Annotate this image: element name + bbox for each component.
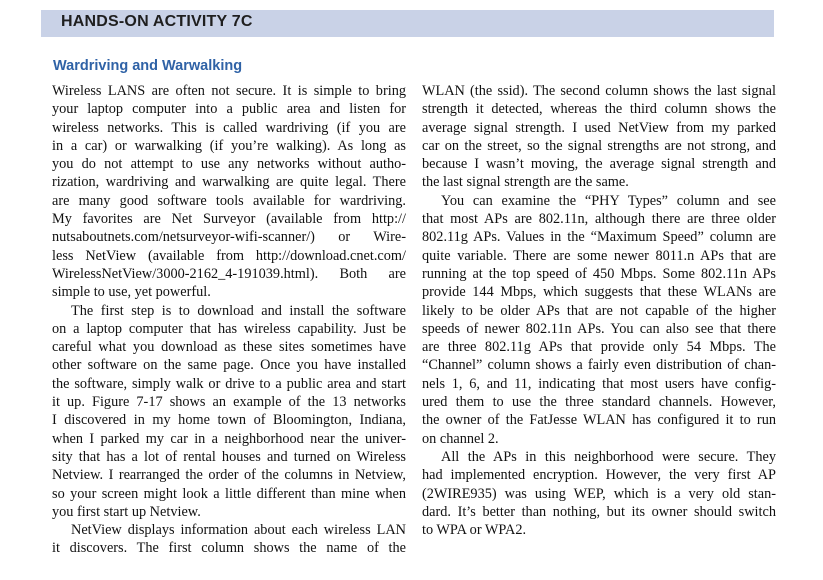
text-line: strength it detected, whereas the third column shows the xyxy=(422,101,776,118)
text-line: wireless networks. This is called wardriving (if you are xyxy=(52,119,406,136)
text-line: that most APs are 802.11n, although there are three older xyxy=(422,211,776,228)
text-line: careful what you download as these sites sometimes have xyxy=(52,339,406,356)
text-line: on channel 2. xyxy=(422,430,499,447)
text-line: dard. It’s better than nothing, but its owner should switch xyxy=(422,503,776,520)
text-line: nutsaboutnets.com/netsurveyor-wifi-scanner/) or Wire- xyxy=(52,229,406,246)
text-line: sity that has a lot of rental houses and turned on Wireless xyxy=(52,448,406,465)
text-line: likely to be older APs that are not capable of the higher xyxy=(422,302,776,319)
text-line: so your screen might look a little different than mine when xyxy=(52,485,406,502)
text-line: other software on the same page. Once you have installed xyxy=(52,357,406,374)
text-line: it discovers. The first column shows the name of the xyxy=(52,540,406,557)
text-line: WLAN (the ssid). The second column shows the last signal xyxy=(422,83,776,99)
text-line: car on the street, so the signal strengths are not strong, and xyxy=(422,137,776,154)
text-line: average signal strength. I used NetView from my parked xyxy=(422,119,776,136)
text-line: quite variable. There are some newer 8011.n APs that are xyxy=(422,247,776,264)
text-line: simple to use, yet powerful. xyxy=(52,284,211,301)
text-line: provide 144 Mbps, which suggests that these WLANs are xyxy=(422,284,776,301)
text-line: ured them to use the three standard channels. However, xyxy=(422,394,776,411)
text-line: you do not attempt to use any networks without autho- xyxy=(52,156,406,173)
text-line: WirelessNetView/3000-2162_4-191039.html). Both are xyxy=(52,265,406,282)
text-line: (2WIRE935) was using WEP, which is a very old stan- xyxy=(422,485,776,502)
text-line: 802.11g APs. Values in the “Maximum Speed” column are xyxy=(422,229,776,246)
text-line: rization, wardriving and warwalking are quite legal. There xyxy=(52,174,406,191)
text-line: All the APs in this neighborhood were secure. They xyxy=(441,448,776,465)
right-text-column xyxy=(422,82,776,539)
text-line: nels 1, 6, and 11, indicating that most users have config- xyxy=(422,375,776,392)
text-line: it up. Figure 7-17 shows an example of the 13 networks xyxy=(52,394,406,411)
text-line: are three 802.11g APs that provide only 54 Mbps. The xyxy=(422,339,776,356)
text-line: speeds of newer 802.11n APs. You can also see that there xyxy=(422,320,776,337)
text-line: Netview. I rearranged the order of the columns in Netview, xyxy=(52,467,406,484)
left-text-column xyxy=(52,82,406,558)
text-line: “Channel” column shows a fairly even distribution of chan- xyxy=(422,357,776,374)
text-line: less NetView (available from http://download.cnet.com/ xyxy=(52,247,406,264)
section-title: Wardriving and Warwalking xyxy=(53,58,243,74)
text-line: You can examine the “PHY Types” column and see xyxy=(441,192,776,209)
text-line: are many good software tools available for wardriving. xyxy=(52,192,406,209)
text-line: The first step is to download and install the software xyxy=(71,302,406,319)
text-line: running at the top speed of 450 Mbps. Some 802.11n APs xyxy=(422,265,776,282)
text-line: Wireless LANS are often not secure. It is simple to bring xyxy=(52,83,406,99)
activity-title: HANDS-ON ACTIVITY 7C xyxy=(61,13,253,30)
text-line: I discovered in my home town of Bloomington, Indiana, xyxy=(52,412,406,429)
text-line: NetView displays information about each wireless LAN xyxy=(71,522,406,539)
text-line: your laptop computer into a public area and listen for xyxy=(52,101,406,118)
text-line: you first start up Netview. xyxy=(52,503,201,520)
text-line: to WPA or WPA2. xyxy=(422,522,527,539)
text-line: My favorites are Net Surveyor (available from http:// xyxy=(52,211,406,228)
text-line: had implemented encryption. However, the very first AP xyxy=(422,467,776,484)
text-line: the last signal strength are the same. xyxy=(422,174,629,191)
text-line: on a laptop computer that has wireless capability. Just be xyxy=(52,320,406,337)
text-line: when I parked my car in a neighborhood near the univer- xyxy=(52,430,406,447)
text-line: in a car) or warwalking (if you’re walking). As long as xyxy=(52,137,406,154)
text-line: because I wasn’t moving, the average signal strength and xyxy=(422,156,776,173)
text-line: the software, simply walk or drive to a public area and start xyxy=(52,375,406,392)
activity-header-bar xyxy=(41,10,774,37)
text-line: the owner of the FatJesse WLAN has configured it to run xyxy=(422,412,776,429)
